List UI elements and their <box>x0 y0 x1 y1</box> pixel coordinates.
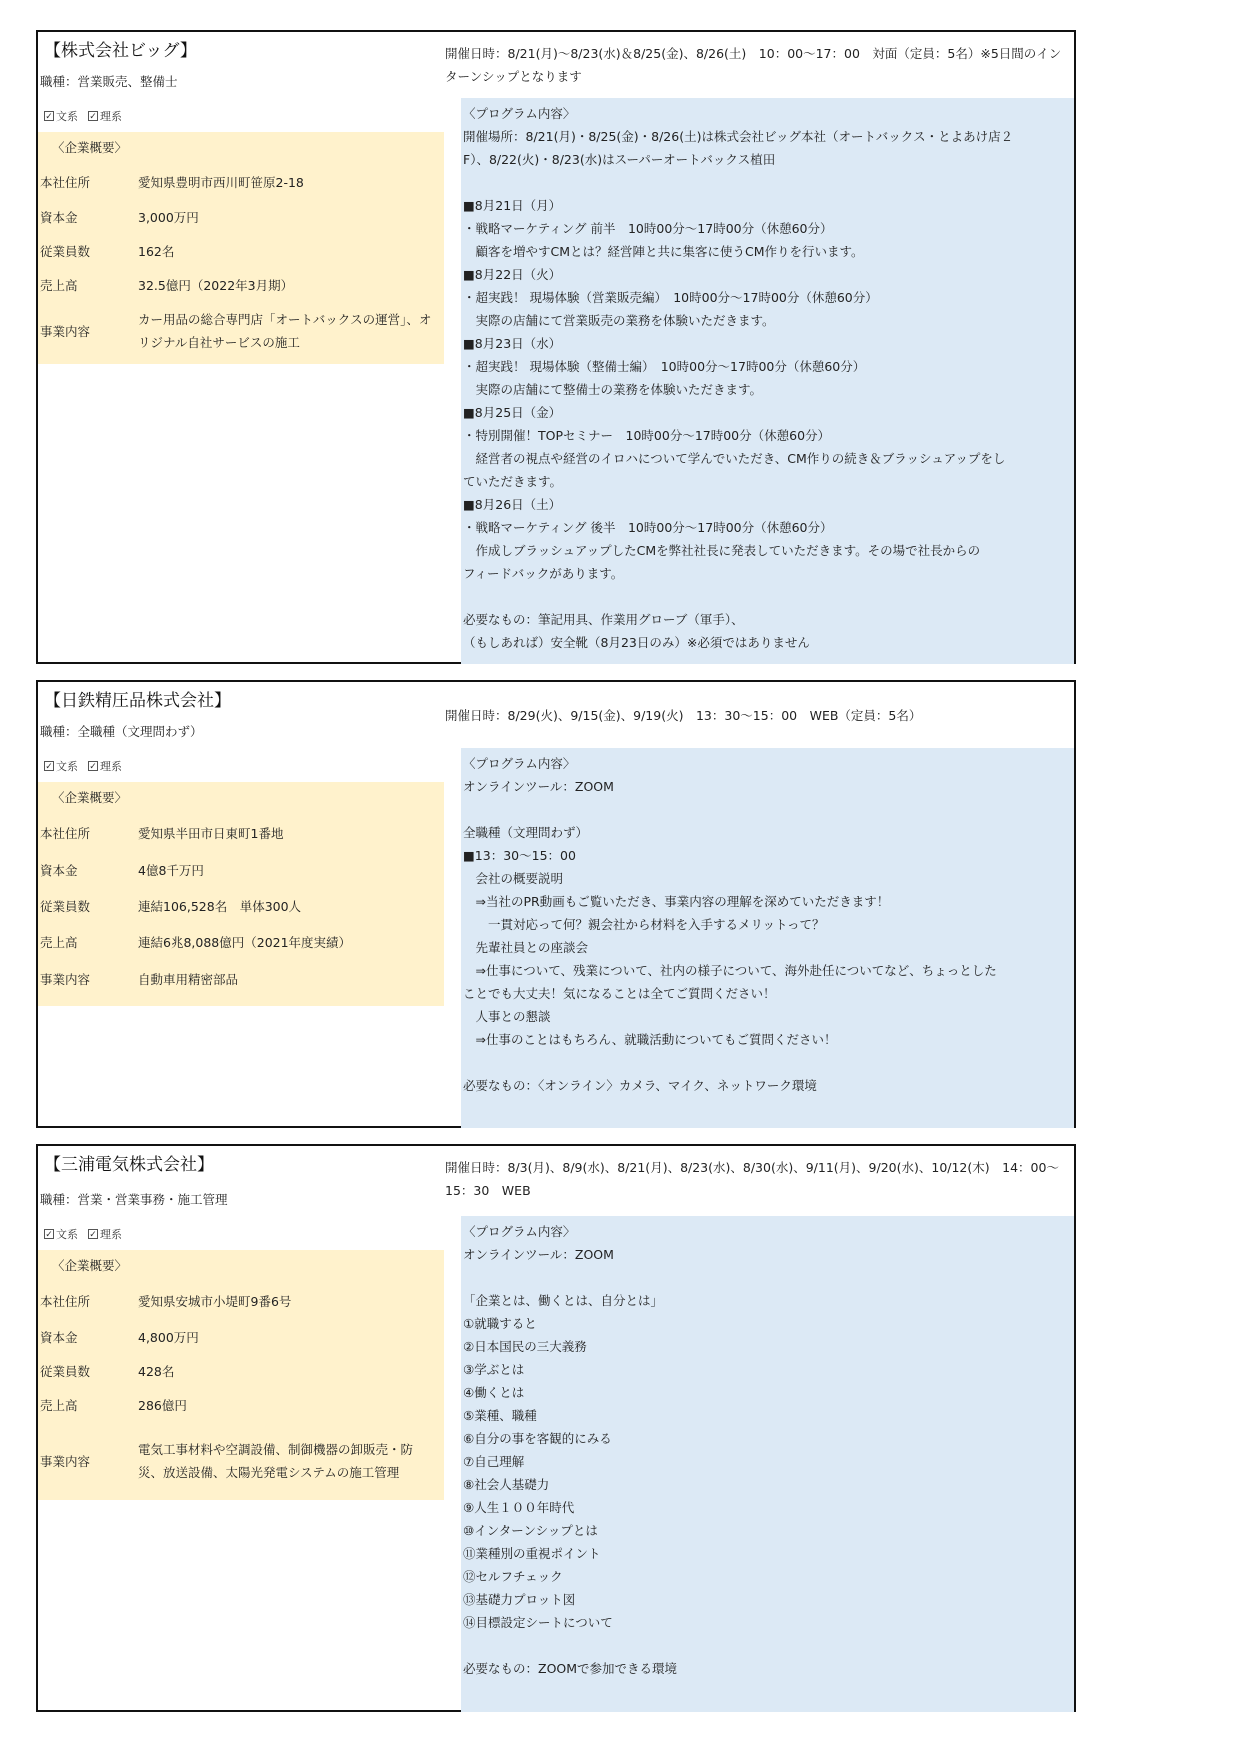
check-bunkei: ✓ 文系 <box>45 1228 78 1241</box>
info-row-employees: 従業員数 連結106,528名 単体300人 <box>40 898 302 914</box>
program-line: 顧客を増やすCMとは？経営陣と共に集客に使うCM作りを行います。 <box>463 244 864 259</box>
program-line: ②日本国民の三大義務 <box>463 1339 587 1354</box>
program-line: ■8月26日（土） <box>463 497 562 512</box>
program-line <box>461 171 1074 194</box>
program-line: ■8月25日（金） <box>463 405 562 420</box>
schedule: 開催日時：8/29(火)、9/15(金)、9/19(火) 13：30～15：00 WEB（定員：5名） <box>445 708 922 723</box>
program-line: フィードバックがあります。 <box>463 566 624 581</box>
program-line: ⇒当社のPR動画もご覧いただき、事業内容の理解を深めていただきます！ <box>463 894 890 909</box>
info-row-sales: 売上高 連結6兆8,088億円（2021年度実績） <box>40 934 352 950</box>
company-card-big <box>36 30 1076 664</box>
program-line: ⑧社会人基礎力 <box>463 1477 550 1492</box>
program-line: ・戦略マーケティング 後半 10時00分～17時00分（休憩60分） <box>463 520 833 535</box>
info-row-address: 本社住所 愛知県半田市日東町1番地 <box>40 825 284 841</box>
program-line: 人事との懇談 <box>463 1009 551 1024</box>
program-line: 全職種（文理問わず） <box>463 825 589 840</box>
program-line: 「企業とは、働くとは、自分とは」 <box>463 1293 664 1308</box>
program-heading: 〈プログラム内容〉 <box>463 756 576 771</box>
program-heading: 〈プログラム内容〉 <box>463 106 576 121</box>
program-line: 開催場所：8/21(月)・8/25(金)・8/26(土)は株式会社ビッグ本社（オートバックス・とよあけ店２ <box>463 129 1014 144</box>
faculty-checks <box>44 758 122 774</box>
company-title: 【日鉄精圧品株式会社】 <box>44 691 231 711</box>
program-line <box>461 1266 1074 1289</box>
program-line: 実際の店舗にて整備士の業務を体験いただきます。 <box>463 382 763 397</box>
program-line: 経営者の視点や経営のイロハについて学んでいただき、CM作りの続き＆ブラッシュアップをし <box>463 451 1006 466</box>
program-line: 一貫対応って何？親会社から材料を入手するメリットって？ <box>463 917 825 932</box>
info-row-employees: 従業員数 162名 <box>40 243 175 259</box>
program-line: オンラインツール：ZOOM <box>463 1247 614 1262</box>
program-line: 会社の概要説明 <box>463 871 564 886</box>
check-bunkei: ✓ 文系 <box>45 760 78 773</box>
info-row-sales: 売上高 32.5億円（2022年3月期） <box>40 277 294 293</box>
program-line: （もしあれば）安全靴（8月23日のみ）※必須ではありません <box>463 635 810 650</box>
program-line: 必要なもの：ZOOMで参加できる環境 <box>463 1661 678 1676</box>
program-line: ・超実践！ 現場体験（営業販売編） 10時00分～17時00分（休憩60分） <box>463 290 878 305</box>
program-line <box>461 798 1074 821</box>
job-type: 職種：営業販売、整備士 <box>40 74 178 89</box>
program-content <box>461 1216 1074 1712</box>
program-heading: 〈プログラム内容〉 <box>463 1224 576 1239</box>
program-line <box>461 1634 1074 1657</box>
info-row-capital: 資本金 4,800万円 <box>40 1329 199 1345</box>
faculty-checks <box>44 108 122 124</box>
overview-label: 〈企業概要〉 <box>52 790 128 805</box>
program-content <box>461 98 1074 664</box>
checkbox-checked-icon: ✓ <box>89 112 97 122</box>
company-title: 【株式会社ビッグ】 <box>44 41 197 61</box>
info-row-address: 本社住所 愛知県安城市小堤町9番6号 <box>40 1293 292 1309</box>
schedule: 開催日時：8/21(月)～8/23(水)＆8/25(金)、8/26(土) 10：00～17：00 対面（定員：5名）※5日間のインターンシップとなります <box>445 46 1062 84</box>
job-type: 職種：営業・営業事務・施工管理 <box>40 1192 228 1207</box>
program-line: 必要なもの：筆記用具、作業用グローブ（軍手）、 <box>463 612 744 627</box>
program-line: ・特別開催！TOPセミナー 10時00分～17時00分（休憩60分） <box>463 428 831 443</box>
program-line: ③学ぶとは <box>463 1362 525 1377</box>
check-rikei: ✓ 理系 <box>89 110 122 123</box>
checkbox-checked-icon: ✓ <box>89 762 97 772</box>
program-line: ⑭目標設定シートについて <box>463 1615 613 1630</box>
program-line: ■8月21日（月） <box>463 198 562 213</box>
info-row-employees: 従業員数 428名 <box>40 1363 175 1379</box>
info-row-sales: 売上高 286億円 <box>40 1397 187 1413</box>
overview-label: 〈企業概要〉 <box>52 140 128 155</box>
info-row-business: 事業内容 電気工事材料や空調設備、制御機器の卸販売・防災、放送設備、太陽光発電システムの施工管理 <box>40 1442 414 1480</box>
program-line: ■13：30～15：00 <box>463 848 576 863</box>
program-line: 実際の店舗にて営業販売の業務を体験いただきます。 <box>463 313 775 328</box>
overview-label: 〈企業概要〉 <box>52 1258 128 1273</box>
program-line: ■8月23日（水） <box>463 336 562 351</box>
company-overview <box>38 782 444 1006</box>
info-row-business: 事業内容 カー用品の総合専門店「オートバックスの運営」、オリジナル自社サービスの施工 <box>40 312 432 350</box>
checkbox-checked-icon: ✓ <box>45 112 53 122</box>
program-line: ⑨人生１００年時代 <box>463 1500 575 1515</box>
program-line <box>461 1051 1074 1074</box>
program-line: ④働くとは <box>463 1385 525 1400</box>
program-line: ⑥自分の事を客観的にみる <box>463 1431 612 1446</box>
company-card-nittetsu <box>36 680 1076 1128</box>
faculty-checks <box>44 1226 122 1242</box>
program-line: ていただきます。 <box>463 474 563 489</box>
job-type: 職種：全職種（文理問わず） <box>40 724 203 739</box>
program-line: ①就職すると <box>463 1316 537 1331</box>
program-line: ・戦略マーケティング 前半 10時00分～17時00分（休憩60分） <box>463 221 833 236</box>
program-line: ⑩インターンシップとは <box>463 1523 598 1538</box>
program-line: F）、8/22(火)・8/23(水)はスーパーオートバックス植田 <box>463 152 776 167</box>
program-line: ⇒仕事のことはもちろん、就職活動についてもご質問ください！ <box>463 1032 837 1047</box>
program-line: ⑫セルフチェック <box>463 1569 563 1584</box>
program-line: ことでも大丈夫！気になることは全てご質問ください！ <box>463 986 776 1001</box>
info-row-capital: 資本金 4億8千万円 <box>40 862 204 878</box>
program-line: 作成しブラッシュアップしたCMを弊社社長に発表していただきます。その場で社長からの <box>463 543 981 558</box>
program-line: ⑦自己理解 <box>463 1454 525 1469</box>
program-line: ⑪業種別の重視ポイント <box>463 1546 601 1561</box>
info-row-capital: 資本金 3,000万円 <box>40 209 199 225</box>
checkbox-checked-icon: ✓ <box>89 1230 97 1240</box>
program-line: ・超実践！ 現場体験（整備士編） 10時00分～17時00分（休憩60分） <box>463 359 866 374</box>
info-row-address: 本社住所 愛知県豊明市西川町笹原2-18 <box>40 174 304 190</box>
company-card-miura <box>36 1144 1076 1712</box>
checkbox-checked-icon: ✓ <box>45 762 53 772</box>
program-line: ⇒仕事について、残業について、社内の様子について、海外赴任についてなど、ちょっとした <box>463 963 997 978</box>
check-rikei: ✓ 理系 <box>89 760 122 773</box>
program-line: ■8月22日（火） <box>463 267 562 282</box>
check-bunkei: ✓ 文系 <box>45 110 78 123</box>
company-overview <box>38 1250 444 1500</box>
company-title: 【三浦電気株式会社】 <box>44 1155 214 1175</box>
info-row-business: 事業内容 自動車用精密部品 <box>40 971 239 987</box>
program-line: 先輩社員との座談会 <box>463 940 589 955</box>
program-line: ⑤業種、職種 <box>463 1408 537 1423</box>
program-line: 必要なもの：〈オンライン〉カメラ、マイク、ネットワーク環境 <box>463 1078 817 1093</box>
program-content <box>461 748 1074 1128</box>
schedule: 開催日時：8/3(月)、8/9(水)、8/21(月)、8/23(水)、8/30(水)、9/11(月)、9/20(水)、10/12(木) 14：00～15：30 WEB <box>445 1160 1059 1198</box>
program-line <box>461 585 1074 608</box>
company-overview <box>38 132 444 364</box>
program-line: ⑬基礎力プロット図 <box>463 1592 576 1607</box>
checkbox-checked-icon: ✓ <box>45 1230 53 1240</box>
check-rikei: ✓ 理系 <box>89 1228 122 1241</box>
program-line: オンラインツール：ZOOM <box>463 779 614 794</box>
